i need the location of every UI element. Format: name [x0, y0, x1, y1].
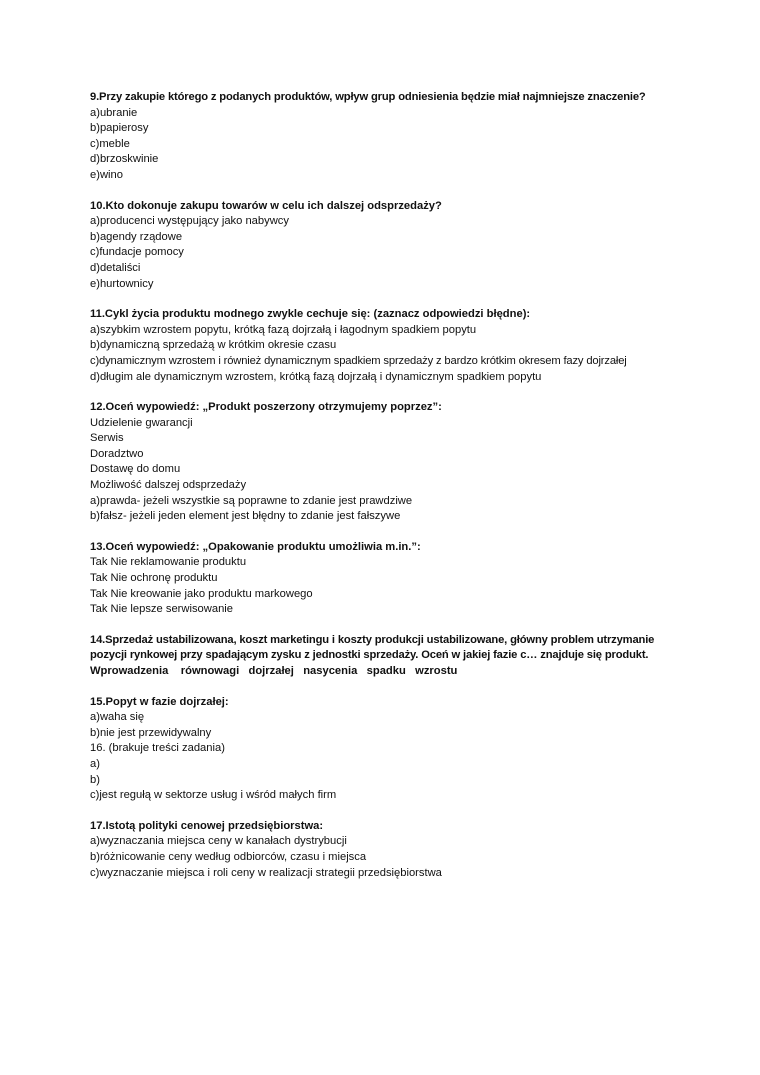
list-item: Serwis: [90, 432, 124, 445]
question-title: 13.Oceń wypowiedź: „Opakowanie produktu umożliwia m.in.”:: [90, 540, 421, 553]
answer-option: Tak Nie lepsze serwisowanie: [90, 603, 234, 616]
question-title-line: 14.Sprzedaż ustabilizowana, koszt marketingu i koszty produkcji ustabilizowane, główny problem utrzymanie: [90, 633, 655, 646]
question-14: [90, 633, 730, 680]
answer-option: a)waha się: [90, 711, 145, 724]
question-11: [90, 307, 730, 385]
answer-option: a): [90, 757, 100, 770]
answer-option: b)papierosy: [90, 122, 149, 135]
answer-option: c)fundacje pomocy: [90, 246, 184, 259]
question-title: 17.Istotą polityki cenowej przedsiębiorstwa:: [90, 819, 324, 832]
document-page: [90, 90, 730, 896]
list-item: Możliwość dalszej odsprzedaży: [90, 479, 247, 492]
answer-option: c)dynamicznym wzrostem i również dynamicznym spadkiem sprzedaży z bardzo krótkim okresem fazy dojrzałej: [90, 354, 627, 367]
answer-option: c)jest regułą w sektorze usług i wśród małych firm: [90, 789, 337, 802]
answer-option: a)szybkim wzrostem popytu, krótką fazą dojrzałą i łagodnym spadkiem popytu: [90, 323, 477, 336]
question-title: 12.Oceń wypowiedź: „Produkt poszerzony otrzymujemy poprzez”:: [90, 401, 442, 414]
answer-option: d)długim ale dynamicznym wzrostem, krótką fazą dojrzałą i dynamicznym spadkiem popytu: [90, 370, 542, 383]
answer-option: b): [90, 773, 100, 786]
answer-option: b)dynamiczną sprzedażą w krótkim okresie czasu: [90, 339, 337, 352]
answer-option: b)różnicowanie ceny według odbiorców, czasu i miejsca: [90, 850, 367, 863]
question-title: 9.Przy zakupie którego z podanych produktów, wpływ grup odniesienia będzie miał najmniejsze znaczenie?: [90, 91, 646, 103]
question-title: 11.Cykl życia produktu modnego zwykle cechuje się: (zaznacz odpowiedzi błędne):: [90, 308, 531, 321]
question-title: 15.Popyt w fazie dojrzałej:: [90, 695, 229, 708]
question-10: [90, 199, 730, 293]
answer-option: a)prawda- jeżeli wszystkie są poprawne to zdanie jest prawdziwe: [90, 494, 413, 507]
list-item: Udzielenie gwarancji: [90, 416, 193, 429]
question-15: [90, 695, 730, 804]
answer-option: e)hurtownicy: [90, 277, 154, 290]
answer-option: Tak Nie reklamowanie produktu: [90, 556, 247, 569]
question-17: [90, 819, 730, 881]
answer-option: d)detaliści: [90, 261, 141, 274]
question-16-note: 16. (brakuje treści zadania): [90, 742, 225, 755]
answer-option: Tak Nie ochronę produktu: [90, 572, 218, 585]
answer-option: c)wyznaczanie miejsca i roli ceny w realizacji strategii przedsiębiorstwa: [90, 866, 442, 879]
question-13: [90, 540, 730, 618]
answer-option: a)wyznaczania miejsca ceny w kanałach dystrybucji: [90, 835, 347, 848]
answer-option: b)nie jest przewidywalny: [90, 726, 212, 739]
phase-options: Wprowadzenia równowagi dojrzałej nasycenia spadku wzrostu: [90, 665, 458, 677]
answer-option: b)fałsz- jeżeli jeden element jest błędny to zdanie jest fałszywe: [90, 510, 401, 523]
answer-option: Tak Nie kreowanie jako produktu markowego: [90, 587, 313, 600]
answer-option: c)meble: [90, 137, 130, 150]
list-item: Dostawę do domu: [90, 463, 181, 476]
question-12: [90, 400, 730, 525]
answer-option: e)wino: [90, 168, 123, 181]
answer-option: b)agendy rządowe: [90, 230, 183, 243]
answer-option: a)ubranie: [90, 106, 138, 119]
question-9: [90, 90, 730, 184]
list-item: Doradztwo: [90, 447, 144, 460]
question-title: 10.Kto dokonuje zakupu towarów w celu ich dalszej odsprzedaży?: [90, 199, 442, 212]
question-title-line: pozycji rynkowej przy spadającym zysku z jednostki sprzedaży. Oceń w jakiej fazie c… znajduje się produkt.: [90, 649, 649, 662]
answer-option: a)producenci występujący jako nabywcy: [90, 215, 289, 228]
answer-option: d)brzoskwinie: [90, 153, 159, 166]
